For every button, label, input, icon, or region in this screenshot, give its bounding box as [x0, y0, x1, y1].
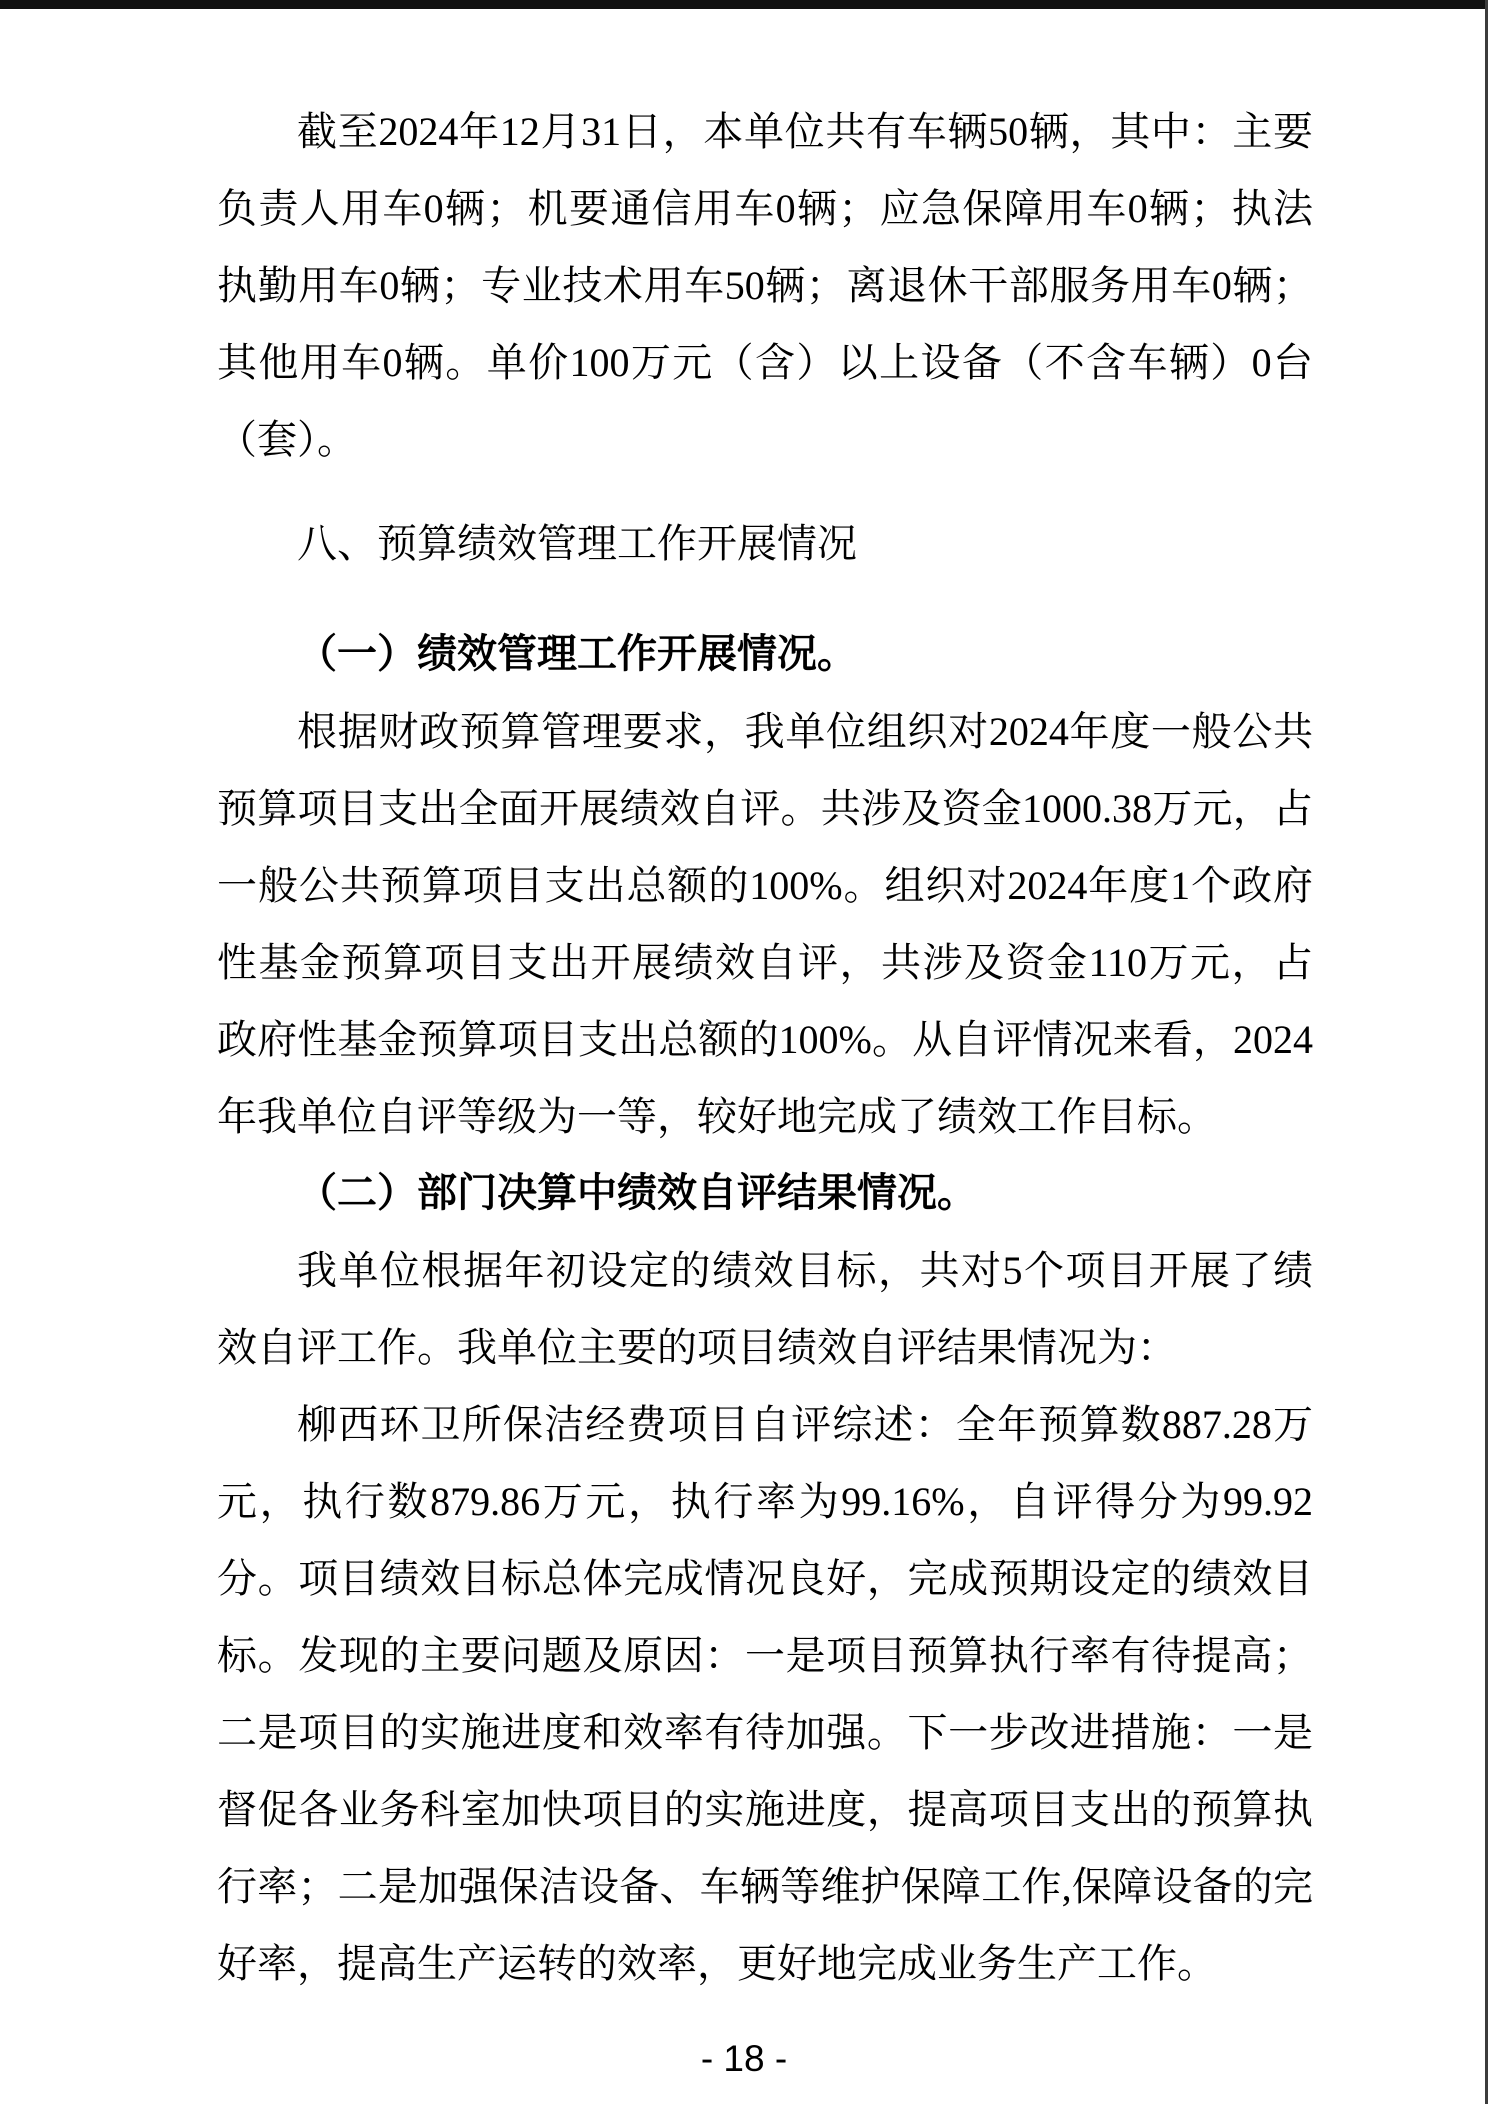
page-number: - 18 -: [700, 2038, 788, 2079]
paragraph-self-evaluation-overview: 我单位根据年初设定的绩效目标，共对5个项目开展了绩效自评工作。我单位主要的项目绩效自评结果情况为：: [217, 1248, 1313, 1370]
subheading-performance-management: （一）绩效管理工作开展情况。: [297, 632, 857, 676]
heading-section-8: 八、预算绩效管理工作开展情况: [297, 521, 857, 566]
paragraph-vehicle-summary: 截至2024年12月31日，本单位共有车辆50辆，其中：主要负责人用车0辆；机要通信用车0辆；应急保障用车0辆；执法执勤用车0辆；专业技术用车50辆；离退休干部服务用车0辆；其他用车0辆。单价100万元（含）以上设备（不含车辆）0台（套）。: [217, 109, 1313, 462]
document-body: [217, 93, 1313, 2002]
paragraph-liuxi-sanitation-project: 柳西环卫所保洁经费项目自评综述：全年预算数887.28万元，执行数879.86万元，执行率为99.16%，自评得分为99.92分。项目绩效目标总体完成情况良好，完成预期设定的绩效目标。发现的主要问题及原因：一是项目预算执行率有待提高；二是项目的实施进度和效率有待加强。下一步改进措施：一是督促各业务科室加快项目的实施进度，提高项目支出的预算执行率；二是加强保洁设备、车辆等维护保障工作,保障设备的完好率，提高生产运转的效率，更好地完成业务生产工作。: [217, 1402, 1313, 1986]
subheading-final-accounts-self-evaluation: （二）部门决算中绩效自评结果情况。: [297, 1171, 977, 1215]
scan-edge-top-bar: [0, 0, 1488, 9]
paragraph-performance-self-evaluation: 根据财政预算管理要求，我单位组织对2024年度一般公共预算项目支出全面开展绩效自评。共涉及资金1000.38万元，占一般公共预算项目支出总额的100%。组织对2024年度1个政府性基金预算项目支出开展绩效自评，共涉及资金110万元，占政府性基金预算项目支出总额的100%。从自评情况来看，2024年我单位自评等级为一等，较好地完成了绩效工作目标。: [217, 709, 1313, 1139]
